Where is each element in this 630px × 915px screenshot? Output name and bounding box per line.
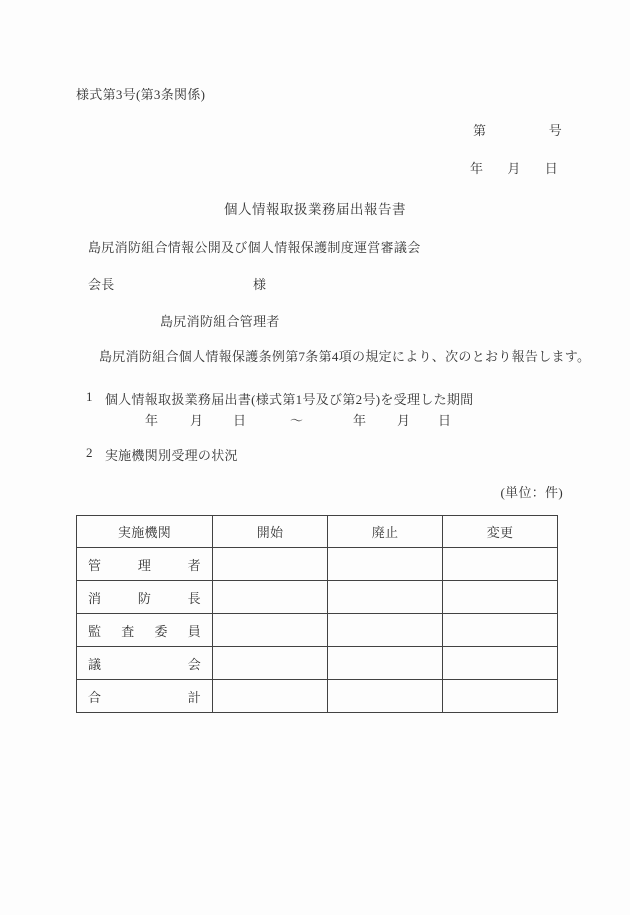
section2-number: 2 [86, 445, 93, 460]
table-cell-empty [213, 680, 328, 713]
sender-name: 島尻消防組合管理者 [160, 314, 280, 329]
table-cell-empty [213, 614, 328, 647]
section2-heading-line [86, 445, 238, 464]
document-title: 個人情報取扱業務届出報告書 [224, 202, 406, 217]
period-end-year-label: 年 [353, 413, 367, 428]
addressee-line [88, 274, 368, 293]
addressee-organization: 島尻消防組合情報公開及び個人情報保護制度運営審議会 [88, 240, 421, 255]
table-row [77, 680, 558, 713]
table-cell-empty [443, 548, 558, 581]
table-cell-empty [213, 548, 328, 581]
table-cell-empty [328, 647, 443, 680]
section1-heading-line [86, 389, 473, 408]
table-cell-empty [443, 614, 558, 647]
table-cell-empty [213, 647, 328, 680]
period-start-month-label: 月 [190, 413, 204, 428]
doc-number-suffix-label: 号 [548, 123, 562, 138]
day-label: 日 [544, 161, 558, 176]
table-row [77, 614, 558, 647]
period-end-day-label: 日 [438, 413, 452, 428]
row-label-audit-committee: 監 査 委 員 [77, 614, 213, 647]
table-cell-empty [443, 581, 558, 614]
column-header-start: 開始 [213, 516, 328, 548]
table-cell-empty [328, 581, 443, 614]
row-label-fire-chief: 消 防 長 [77, 581, 213, 614]
document-number-line [473, 120, 562, 139]
table-header-row [77, 516, 558, 548]
table-cell-empty [443, 680, 558, 713]
year-label: 年 [470, 161, 484, 176]
period-tilde: ～ [290, 413, 304, 428]
row-label-total: 合 計 [77, 680, 213, 713]
table-cell-empty [328, 614, 443, 647]
table-row [77, 548, 558, 581]
column-header-change: 変更 [443, 516, 558, 548]
month-label: 月 [507, 161, 521, 176]
section2-heading: 実施機関別受理の状況 [104, 448, 238, 463]
row-label-assembly: 議 会 [77, 647, 213, 680]
form-number: 様式第3号(第3条関係) [76, 87, 206, 102]
addressee-honorific-label: 様 [253, 277, 267, 292]
date-line [470, 158, 558, 177]
period-end-month-label: 月 [397, 413, 411, 428]
period-line [145, 410, 455, 428]
doc-number-prefix-label: 第 [473, 123, 487, 138]
period-start-day-label: 日 [233, 413, 247, 428]
addressee-role-label: 会長 [88, 277, 115, 292]
column-header-agency: 実施機関 [77, 516, 213, 548]
table-cell-empty [443, 647, 558, 680]
reception-status-table [76, 515, 558, 713]
section1-number: 1 [86, 389, 93, 404]
row-label-manager: 管 理 者 [77, 548, 213, 581]
table-row [77, 647, 558, 680]
table-row [77, 581, 558, 614]
table-cell-empty [328, 680, 443, 713]
column-header-abolish: 廃止 [328, 516, 443, 548]
table-cell-empty [328, 548, 443, 581]
body-sentence: 島尻消防組合個人情報保護条例第7条第4項の規定により、次のとおり報告します。 [99, 349, 591, 364]
unit-note: (単位：件) [500, 485, 563, 500]
section1-heading: 個人情報取扱業務届出書(様式第1号及び第2号)を受理した期間 [104, 392, 474, 407]
table-cell-empty [213, 581, 328, 614]
period-start-year-label: 年 [145, 413, 159, 428]
